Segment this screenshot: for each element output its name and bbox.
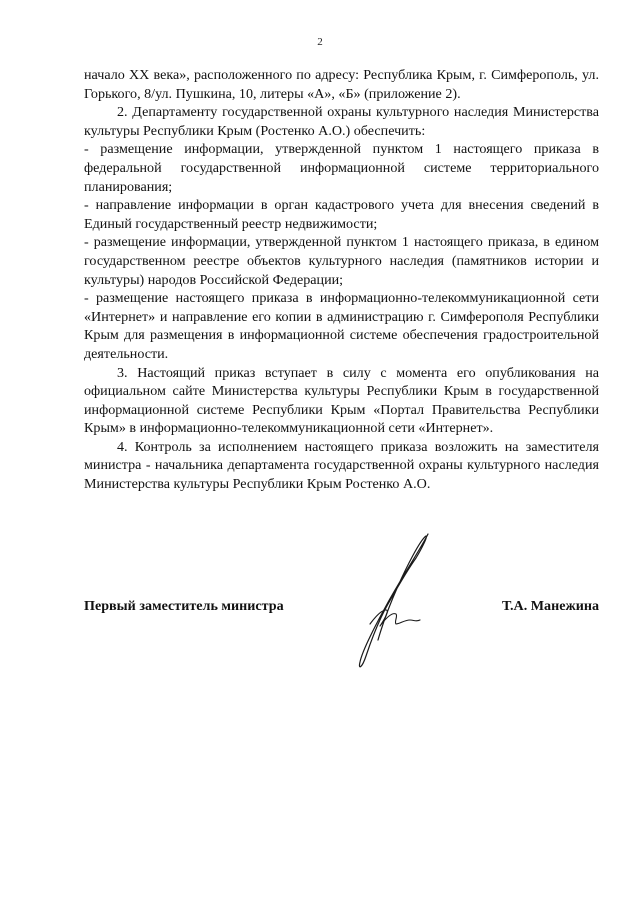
paragraph-item-4: 4. Контроль за исполнением настоящего приказа возложить на заместителя министра - начальника департамента государственной охраны культурного наследия Министерства культуры Республики Крым Ростенко А.О.: [84, 438, 599, 493]
list-item: - направление информации в орган кадастрового учета для внесения сведений в Единый государственный реестр недвижимости;: [84, 197, 599, 232]
document-body: [84, 66, 599, 494]
list-item: - размещение информации, утвержденной пунктом 1 настоящего приказа, в едином государственном реестре объектов культурного наследия (памятников истории и культуры) народов Российской Федерации;: [84, 234, 599, 288]
page-number: 2: [317, 36, 323, 48]
list-item: - размещение настоящего приказа в информационно-телекоммуникационной сети «Интернет» и направление его копии в администрацию г. Симферополя Республики Крым для размещения в информационной системе обеспечения градостроительной деятельности.: [84, 290, 599, 362]
paragraph-item-2: 2. Департаменту государственной охраны культурного наследия Министерства культуры Республики Крым (Ростенко А.О.) обеспечить:: [84, 104, 599, 139]
paragraph-continuation: начало XX века», расположенного по адресу: Республика Крым, г. Симферополь, ул. Горького, 8/ул. Пушкина, 10, литеры «А», «Б» (приложение 2).: [84, 67, 599, 102]
paragraph-item-3: 3. Настоящий приказ вступает в силу с момента его опубликования на официальном сайте Министерства культуры Республики Крым в государственной информационной системе Республики Крым «Портал Правительства Республики Крым» в информационно-телекоммуникационной сети «Интернет».: [84, 364, 599, 437]
signatory-title: Первый заместитель министра: [84, 598, 284, 614]
handwritten-signature: [340, 528, 460, 678]
signatory-name: Т.А. Манежина: [502, 598, 599, 614]
list-item: - размещение информации, утвержденной пунктом 1 настоящего приказа в федеральной государственной информационной системе территориального планирования;: [84, 141, 599, 195]
